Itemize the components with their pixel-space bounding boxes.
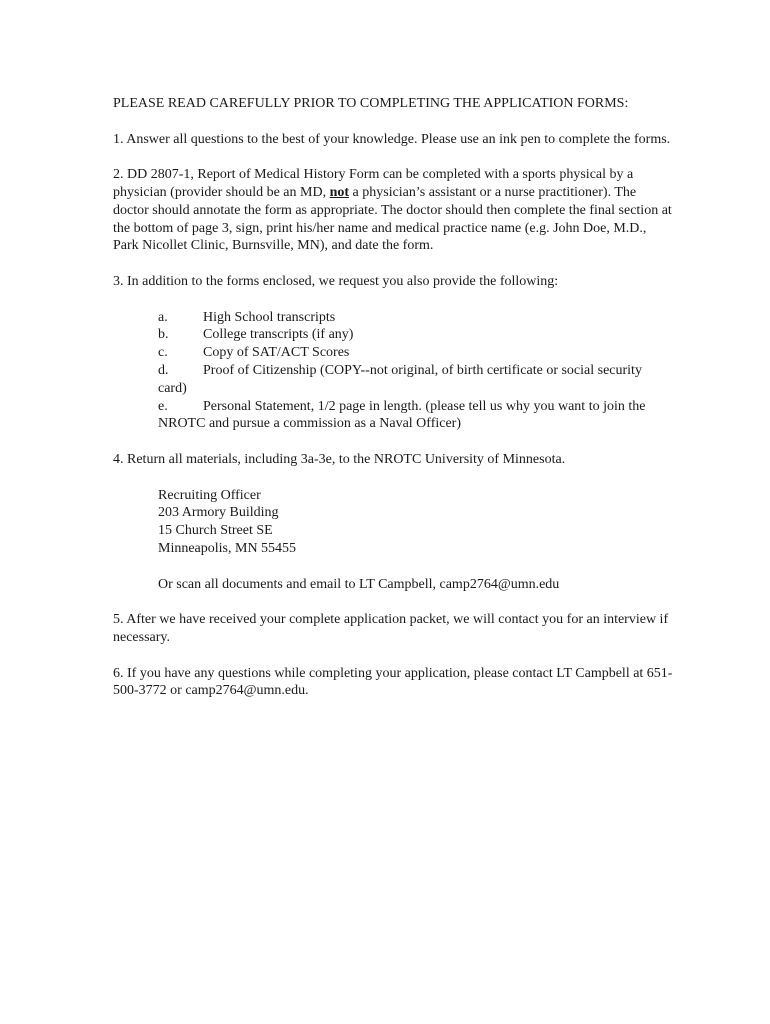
- list-item-text: High School transcripts: [203, 309, 336, 325]
- instruction-2: [113, 166, 673, 255]
- instruction-4: 4. Return all materials, including 3a-3e, to the NROTC University of Minnesota.: [113, 451, 566, 467]
- address-line: Recruiting Officer: [158, 487, 261, 503]
- list-item-letter: b.: [158, 327, 169, 343]
- list-item: [158, 309, 673, 327]
- list-item-letter: d.: [158, 362, 169, 378]
- list-item: [158, 326, 673, 344]
- instruction-3: 3. In addition to the forms enclosed, we request you also provide the following:: [113, 273, 559, 289]
- list-item-text: Proof of Citizenship (COPY--not original, of birth certificate or social security card): [158, 362, 642, 396]
- instruction-2-after: a physician’s assistant or a nurse practitioner). The doctor should annotate the form as appropriate. The doctor should then complete the final section at the bottom of page 3, sign, print his/her name and medical practice name (e.g. John Doe, M.D., Park Nicollet Clinic, Burnsville, MN), and date the form.: [113, 184, 672, 254]
- list-item: [158, 398, 673, 434]
- list-item-letter: e.: [158, 398, 168, 414]
- instruction-2-before: 2. DD 2807-1, Report of Medical History Form can be completed with a sports physical by a physician (provider should be an MD,: [113, 167, 634, 200]
- list-item-letter: c.: [158, 345, 168, 361]
- list-item-letter: a.: [158, 309, 168, 325]
- page-heading: PLEASE READ CAREFULLY PRIOR TO COMPLETING THE APPLICATION FORMS:: [113, 96, 629, 111]
- document-page: [113, 95, 673, 718]
- list-item-text: Personal Statement, 1/2 page in length. (please tell us why you want to join the NROTC and pursue a commission as a Naval Officer): [158, 398, 646, 432]
- instruction-2-emphasis: not: [329, 184, 350, 200]
- mailing-address: [158, 487, 673, 558]
- address-line: 15 Church Street SE: [158, 523, 273, 539]
- scan-note: Or scan all documents and email to LT Campbell, camp2764@umn.edu: [158, 576, 560, 592]
- address-line: Minneapolis, MN 55455: [158, 540, 297, 556]
- address-line: 203 Armory Building: [158, 505, 279, 521]
- instruction-1: 1. Answer all questions to the best of your knowledge. Please use an ink pen to complete the forms.: [113, 131, 671, 147]
- list-item: [158, 344, 673, 362]
- required-documents-list: [158, 309, 673, 434]
- list-item-text: College transcripts (if any): [203, 327, 354, 343]
- list-item: [158, 362, 673, 398]
- list-item-text: Copy of SAT/ACT Scores: [203, 345, 350, 361]
- instruction-5: 5. After we have received your complete application packet, we will contact you for an interview if necessary.: [113, 612, 669, 645]
- instruction-6: 6. If you have any questions while completing your application, please contact LT Campbell at 651-500-3772 or camp2764@umn.edu.: [113, 665, 673, 699]
